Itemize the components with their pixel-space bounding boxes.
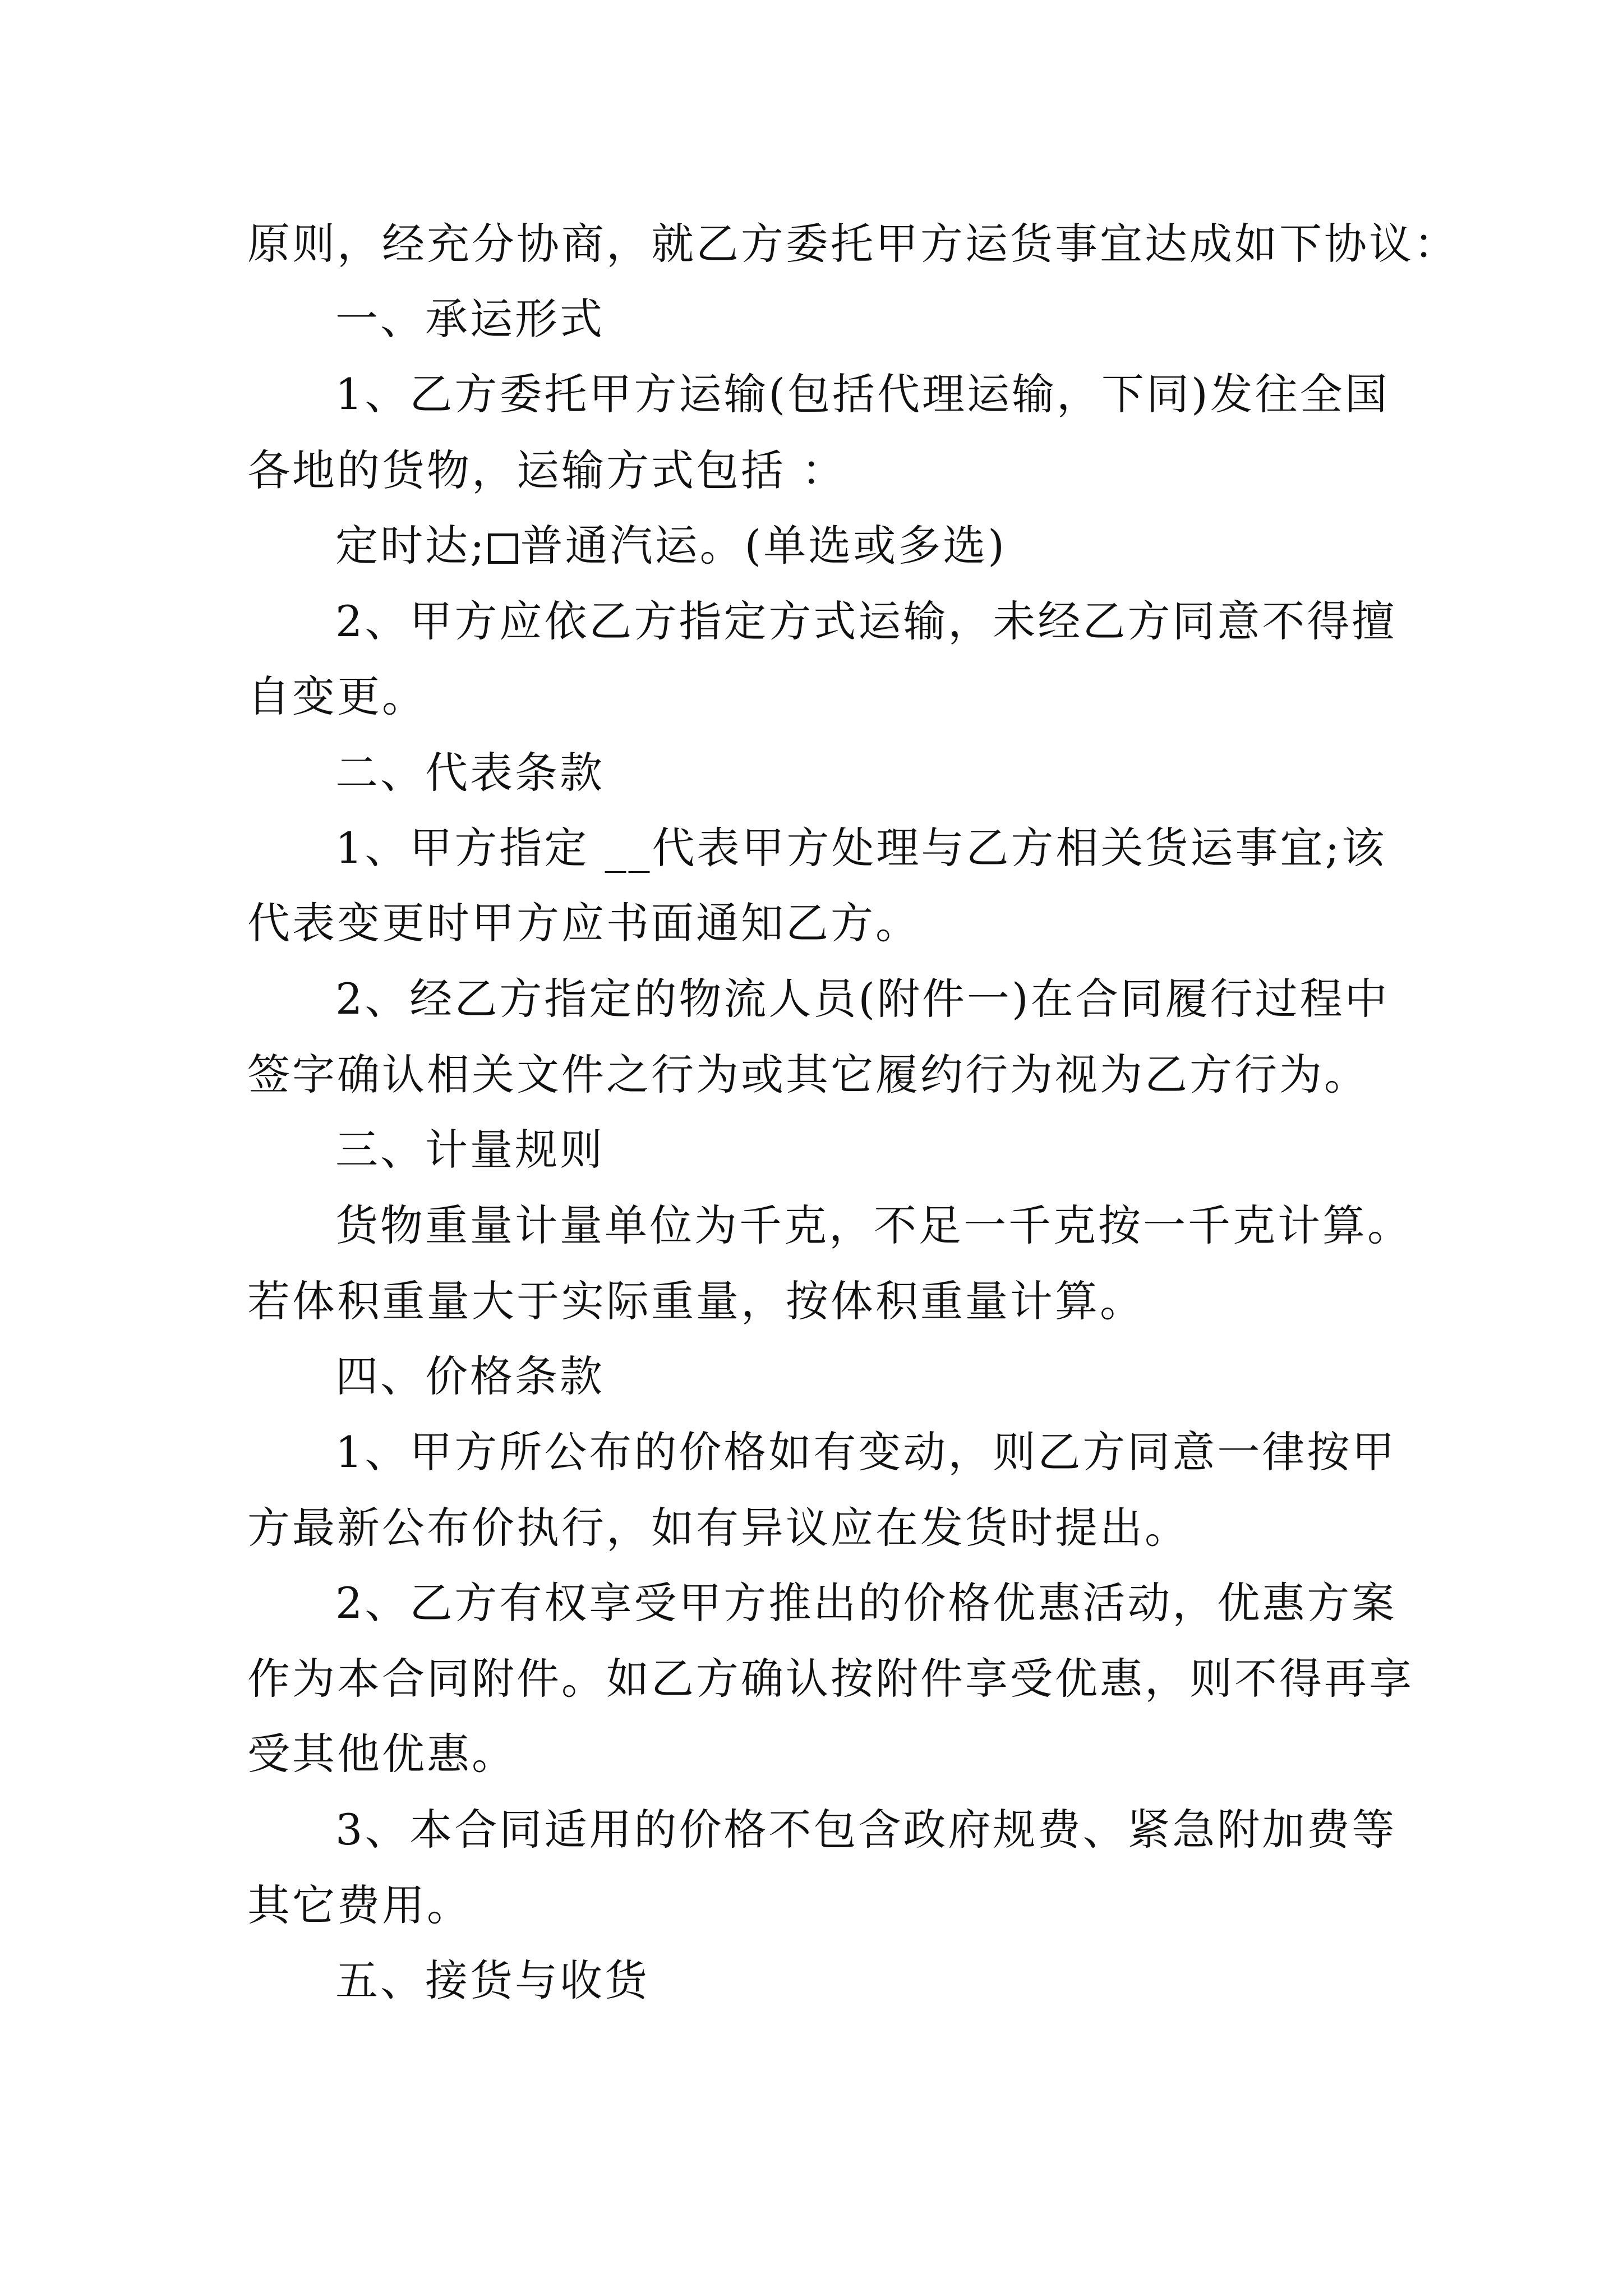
section-heading: 一、承运形式	[335, 294, 605, 344]
paragraph-line: 1、甲方所公布的价格如有变动，则乙方同意一律按甲	[335, 1427, 1397, 1477]
paragraph-line	[335, 518, 1007, 574]
paragraph-line: 3、本合同适用的价格不包含政府规费、紧急附加费等	[335, 1805, 1397, 1855]
paragraph-line: 自变更。	[247, 671, 427, 721]
paragraph-line: 1、甲方指定 __代表甲方处理与乙方相关货运事宜;该	[335, 823, 1387, 873]
paragraph-line: 原则，经充分协商，就乙方委托甲方运货事宜达成如下协议：	[247, 219, 1459, 269]
section-heading: 三、计量规则	[335, 1125, 605, 1175]
paragraph-line: 代表变更时甲方应书面通知乙方。	[247, 898, 920, 948]
paragraph-line: 受其他优惠。	[247, 1729, 517, 1779]
option-text: 普通汽运。(单选或多选)	[520, 521, 1007, 570]
paragraph-line: 货物重量计量单位为千克，不足一千克按一千克计算。	[335, 1200, 1412, 1250]
paragraph-line: 其它费用。	[247, 1880, 472, 1930]
paragraph-line: 1、乙方委托甲方运输(包括代理运输，下同)发往全国	[335, 369, 1390, 419]
paragraph-line: 签字确认相关文件之行为或其它履约行为视为乙方行为。	[247, 1050, 1369, 1099]
paragraph-line: 方最新公布价执行，如有异议应在发货时提出。	[247, 1503, 1189, 1553]
paragraph-line: 2、甲方应依乙方指定方式运输，未经乙方同意不得擅	[335, 596, 1397, 646]
section-heading: 五、接货与收货	[335, 1955, 649, 2005]
section-heading: 二、代表条款	[335, 748, 605, 798]
paragraph-line: 2、经乙方指定的物流人员(附件一)在合同履行过程中	[335, 974, 1390, 1024]
option-text: 定时达;	[335, 521, 487, 570]
checkbox-icon	[488, 533, 518, 564]
section-heading: 四、价格条款	[335, 1351, 605, 1401]
paragraph-line: 各地的货物，运输方式包括 ：	[247, 445, 847, 495]
paragraph-line: 作为本合同附件。如乙方确认按附件享受优惠，则不得再享	[247, 1654, 1414, 1704]
paragraph-line: 2、乙方有权享受甲方推出的价格优惠活动，优惠方案	[335, 1578, 1397, 1628]
paragraph-line: 若体积重量大于实际重量，按体积重量计算。	[247, 1276, 1145, 1326]
